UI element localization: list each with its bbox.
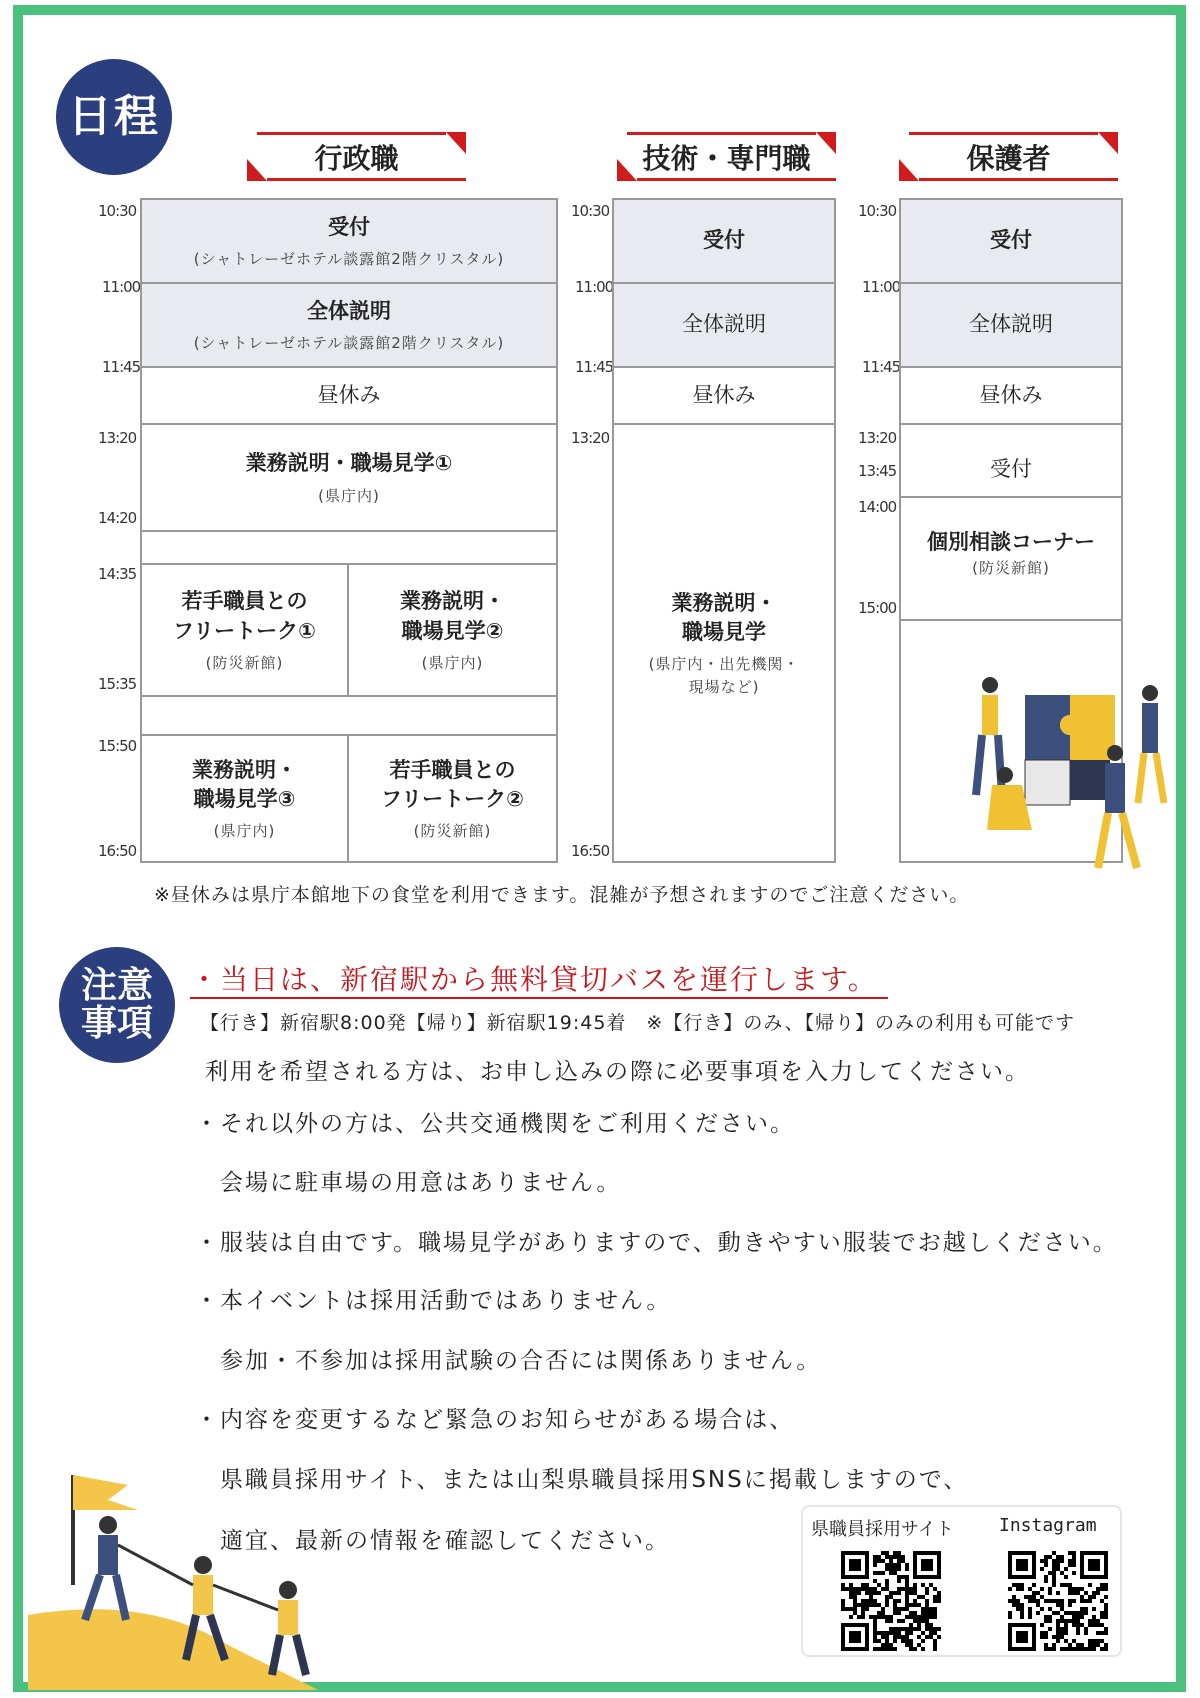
column-header-parent (899, 132, 1118, 181)
notice-line: 利用を希望される方は、お申し込みの際に必要事項を入力してください。 (205, 1059, 1030, 1085)
time-label: 13:20 (98, 429, 137, 447)
time-label: 14:20 (98, 509, 137, 527)
admin-lunch (142, 368, 556, 425)
event-title: 業務説明・ (400, 589, 505, 614)
bus-schedule-line: 【行き】新宿駅8:00発【帰り】新宿駅19:45着 ※【行き】のみ、【帰り】のみの利用も可能です (200, 1012, 1075, 1034)
event-title: 若手職員との (389, 757, 516, 782)
time-label: 14:00 (858, 498, 897, 516)
climbing-team-illustration (28, 1465, 338, 1690)
notice-section-badge (59, 947, 175, 1063)
notice-title: 事項 (80, 1003, 153, 1044)
parent-lunch (901, 368, 1121, 425)
time-label: 15:35 (98, 675, 137, 693)
column-header-tech (617, 132, 836, 181)
time-label: 11:45 (862, 358, 901, 376)
time-label: 13:45 (858, 462, 897, 480)
event-title: 受付 (990, 456, 1032, 481)
event-title: 全体説明 (307, 298, 391, 323)
time-label: 14:35 (98, 565, 137, 583)
notice-line: ・本イベントは採用活動ではありません。 (195, 1288, 672, 1314)
puzzle-team-illustration (950, 675, 1190, 875)
time-label: 10:30 (858, 202, 897, 220)
notice-line: ・内容を変更するなど緊急のお知らせがある場合は、 (195, 1407, 795, 1433)
event-title: 若手職員との (181, 589, 308, 614)
admin-overview (142, 284, 556, 368)
notice-title: 注意 (80, 965, 153, 1007)
instagram-qr-code[interactable] (1008, 1551, 1108, 1651)
notice-line: 参加・不参加は採用試験の合否には関係ありません。 (195, 1348, 822, 1374)
time-label: 15:50 (98, 737, 137, 755)
event-title: 受付 (703, 228, 745, 253)
schedule-section-badge (56, 59, 172, 175)
event-location: (シャトレーゼホテル談露館2階クリスタル) (193, 250, 505, 269)
time-label: 13:20 (571, 429, 610, 447)
parent-reception-2 (901, 425, 1121, 498)
parent-consult (901, 498, 1121, 621)
event-title: 受付 (328, 214, 370, 239)
event-title: 業務説明・ (192, 757, 297, 782)
time-label: 16:50 (98, 842, 137, 860)
admin-reception (142, 200, 556, 284)
time-label: 13:20 (858, 429, 897, 447)
tech-lunch (614, 368, 834, 425)
event-title: 個別相談コーナー (927, 530, 1095, 554)
notice-line: 適宜、最新の情報を確認してください。 (195, 1528, 670, 1554)
time-label: 15:00 (858, 599, 897, 617)
time-label: 10:30 (98, 202, 137, 220)
admin-talk-1 (142, 565, 349, 697)
event-title: 職場見学 (682, 620, 766, 644)
lunch-note: ※昼休みは県庁本館地下の食堂を利用できます。混雑が予想されますのでご注意ください。 (154, 884, 970, 906)
event-location: (防災新館) (972, 559, 1050, 578)
notice-line: ・それ以外の方は、公共交通機関をご利用ください。 (195, 1111, 795, 1137)
admin-break (142, 697, 556, 736)
schedule-title: 日程 (68, 90, 160, 142)
admin-tour-1 (142, 425, 556, 532)
event-location: (シャトレーゼホテル談露館2階クリスタル) (193, 334, 505, 353)
tech-tour (614, 425, 834, 861)
header-label: 技術・専門職 (642, 141, 811, 175)
notice-line: 県職員採用サイト、または山梨県職員採用SNSに掲載しますので、 (195, 1467, 969, 1493)
time-label: 11:00 (575, 278, 614, 296)
event-location: (防災新館) (205, 653, 284, 672)
time-label: 11:00 (862, 278, 901, 296)
event-title: 職場見学③ (193, 787, 296, 811)
event-title: 職場見学② (401, 618, 504, 643)
recruit-site-label: 県職員採用サイト (811, 1519, 954, 1540)
event-title: 昼休み (317, 382, 381, 407)
event-location: 現場など) (688, 678, 760, 697)
tech-schedule-table (612, 198, 836, 863)
time-label: 11:00 (102, 278, 141, 296)
instagram-label: Instagram (999, 1515, 1097, 1536)
event-title: 全体説明 (682, 312, 766, 337)
header-label: 保護者 (966, 141, 1051, 175)
parent-overview (901, 284, 1121, 368)
event-title: 昼休み (979, 382, 1043, 407)
event-title: フリートーク① (173, 618, 316, 643)
admin-tour-2 (349, 565, 556, 697)
event-title: フリートーク② (381, 787, 524, 811)
time-label: 11:45 (575, 358, 614, 376)
event-title: 全体説明 (969, 312, 1053, 337)
admin-schedule-table (140, 198, 558, 863)
notice-line: ・服装は自由です。職場見学がありますので、動きやすい服装でお越しください。 (195, 1230, 1118, 1256)
column-header-admin (247, 132, 466, 181)
event-location: (防災新館) (413, 822, 492, 841)
bus-headline: ・当日は、新宿駅から無料貸切バスを運行します。 (190, 962, 888, 999)
event-location: (県庁内) (213, 822, 276, 841)
time-label: 16:50 (571, 842, 610, 860)
recruit-site-qr-code[interactable] (841, 1551, 941, 1651)
event-title: 業務説明・職場見学① (245, 451, 453, 476)
admin-talk-2 (349, 736, 556, 861)
tech-reception (614, 200, 834, 284)
admin-break (142, 532, 556, 565)
event-location: (県庁内・出先機関・ (648, 655, 800, 674)
event-title: 昼休み (692, 382, 756, 407)
tech-overview (614, 284, 834, 368)
event-title: 受付 (990, 228, 1032, 253)
time-label: 10:30 (571, 202, 610, 220)
header-label: 行政職 (314, 141, 399, 175)
event-location: (県庁内) (421, 653, 484, 672)
notice-line: 会場に駐車場の用意はありません。 (195, 1170, 622, 1196)
parent-reception (901, 200, 1121, 284)
event-title: 業務説明・ (671, 590, 777, 615)
event-location: (県庁内) (318, 486, 380, 505)
qr-code-panel (801, 1505, 1122, 1657)
admin-tour-3 (142, 736, 349, 861)
time-label: 11:45 (102, 358, 141, 376)
